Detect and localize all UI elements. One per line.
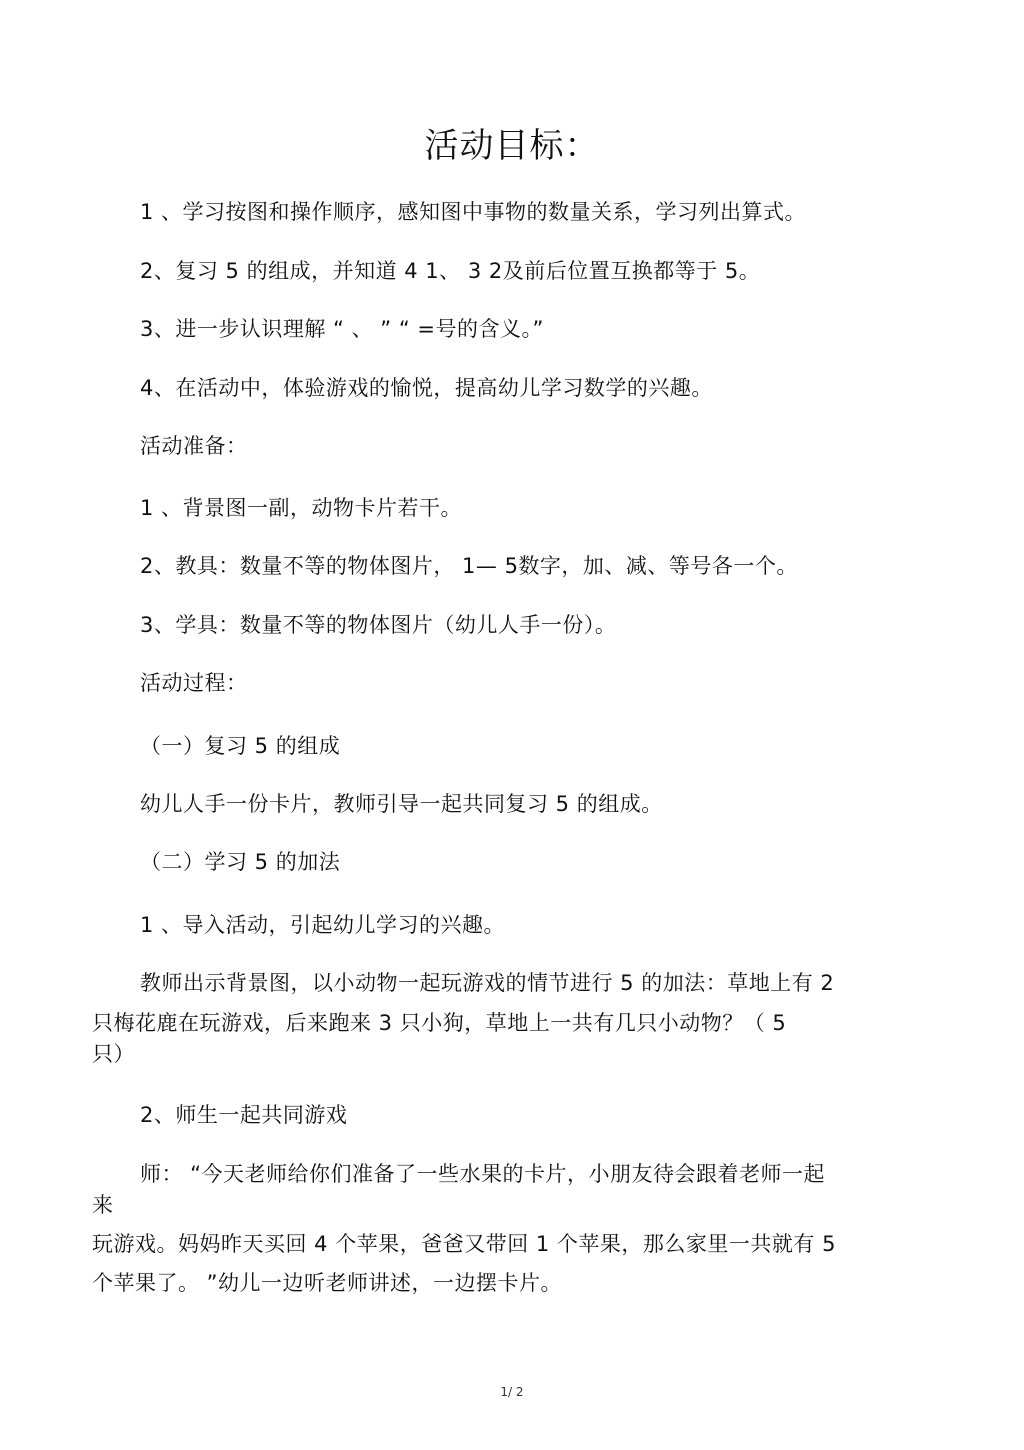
goal-item-3: 3、进一步认识理解 “ 、 ” “ =号的含义。” bbox=[140, 317, 544, 341]
section-text-1: 幼儿人手一份卡片，教师引导一起共同复习 5 的组成。 bbox=[140, 792, 663, 816]
prep-item-2: 2、教具：数量不等的物体图片， 1— 5数字，加、减、等号各一个。 bbox=[140, 554, 798, 578]
step2-paragraph-line: 来 bbox=[92, 1193, 114, 1217]
step1-paragraph-line: 教师出示背景图，以小动物一起玩游戏的情节进行 5 的加法：草地上有 2 bbox=[140, 971, 835, 995]
step-heading-1: 1 、导入活动，引起幼儿学习的兴趣。 bbox=[140, 913, 506, 937]
step2-paragraph-line: 师： “今天老师给你们准备了一些水果的卡片，小朋友待会跟着老师一起 bbox=[140, 1162, 826, 1186]
prep-item-3: 3、学具：数量不等的物体图片（幼儿人手一份）。 bbox=[140, 613, 617, 637]
prep-item-1: 1 、背景图一副，动物卡片若干。 bbox=[140, 496, 463, 520]
step1-paragraph-line: 只梅花鹿在玩游戏，后来跑来 3 只小狗，草地上一共有几只小动物？（ 5 bbox=[92, 1011, 787, 1035]
process-heading: 活动过程： bbox=[140, 671, 248, 695]
prep-heading: 活动准备： bbox=[140, 434, 248, 458]
page-title: 活动目标： bbox=[424, 126, 600, 166]
section-heading-2: （二）学习 5 的加法 bbox=[140, 850, 341, 874]
goal-item-2: 2、复习 5 的组成，并知道 4 1、 3 2及前后位置互换都等于 5。 bbox=[140, 259, 761, 283]
step2-paragraph-line: 玩游戏。妈妈昨天买回 4 个苹果，爸爸又带回 1 个苹果，那么家里一共就有 5 bbox=[92, 1232, 836, 1256]
step-heading-2: 2、师生一起共同游戏 bbox=[140, 1103, 348, 1127]
goal-item-1: 1 、学习按图和操作顺序，感知图中事物的数量关系，学习列出算式。 bbox=[140, 200, 807, 224]
step2-paragraph-line: 个苹果了。 ”幼儿一边听老师讲述，一边摆卡片。 bbox=[92, 1271, 563, 1295]
section-heading-1: （一）复习 5 的组成 bbox=[140, 734, 341, 758]
step1-paragraph-line: 只） bbox=[92, 1042, 135, 1066]
goal-item-4: 4、在活动中，体验游戏的愉悦，提高幼儿学习数学的兴趣。 bbox=[140, 376, 713, 400]
page-number: 1/ 2 bbox=[500, 1385, 524, 1399]
